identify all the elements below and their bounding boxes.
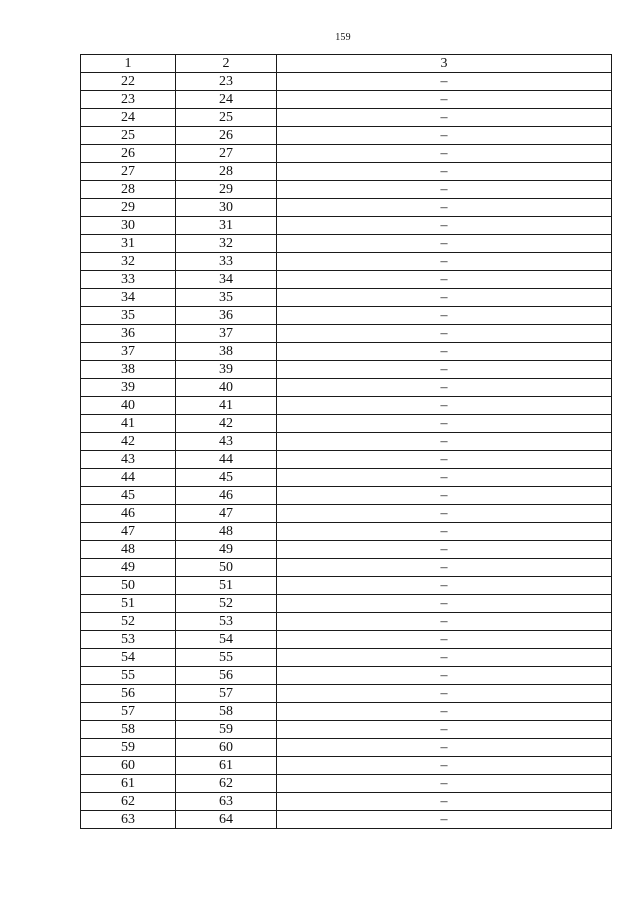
table-cell-col-1: 51	[81, 595, 176, 613]
table-row	[81, 91, 612, 109]
table-cell-col-3: –	[277, 109, 612, 127]
table-cell-col-3: –	[277, 541, 612, 559]
table-cell-col-1: 42	[81, 433, 176, 451]
table-cell-col-1: 29	[81, 199, 176, 217]
table-cell-col-1: 62	[81, 793, 176, 811]
table-cell-col-2: 56	[176, 667, 277, 685]
table-cell-col-3: –	[277, 667, 612, 685]
table-cell-col-1: 25	[81, 127, 176, 145]
table-cell-col-2: 25	[176, 109, 277, 127]
table-cell-col-2: 39	[176, 361, 277, 379]
table-cell-col-3: –	[277, 487, 612, 505]
table-cell-col-1: 59	[81, 739, 176, 757]
table-body	[81, 73, 612, 829]
table-cell-col-1: 44	[81, 469, 176, 487]
table-row	[81, 469, 612, 487]
page-number: 159	[335, 32, 351, 43]
table-cell-col-2: 41	[176, 397, 277, 415]
table-cell-col-2: 29	[176, 181, 277, 199]
table-row	[81, 559, 612, 577]
table-cell-col-2: 43	[176, 433, 277, 451]
table-cell-col-1: 47	[81, 523, 176, 541]
table-row	[81, 127, 612, 145]
table-cell-col-3: –	[277, 271, 612, 289]
table-cell-col-3: –	[277, 505, 612, 523]
table-cell-col-1: 30	[81, 217, 176, 235]
table-cell-col-2: 48	[176, 523, 277, 541]
table-cell-col-2: 55	[176, 649, 277, 667]
table-cell-col-3: –	[277, 811, 612, 829]
table-cell-col-1: 41	[81, 415, 176, 433]
table-row	[81, 505, 612, 523]
table-cell-col-2: 60	[176, 739, 277, 757]
table-cell-col-1: 39	[81, 379, 176, 397]
table-cell-col-2: 53	[176, 613, 277, 631]
table-row	[81, 325, 612, 343]
table-row	[81, 739, 612, 757]
table-cell-col-3: –	[277, 361, 612, 379]
table-cell-col-1: 45	[81, 487, 176, 505]
table-cell-col-1: 23	[81, 91, 176, 109]
table-row	[81, 667, 612, 685]
table-row	[81, 379, 612, 397]
table-cell-col-3: –	[277, 145, 612, 163]
table-cell-col-1: 52	[81, 613, 176, 631]
table-cell-col-3: –	[277, 217, 612, 235]
table-cell-col-1: 48	[81, 541, 176, 559]
table-cell-col-2: 45	[176, 469, 277, 487]
table-cell-col-3: –	[277, 613, 612, 631]
table-cell-col-2: 23	[176, 73, 277, 91]
table-cell-col-3: –	[277, 739, 612, 757]
table-cell-col-3: –	[277, 793, 612, 811]
table-row	[81, 703, 612, 721]
table-cell-col-2: 46	[176, 487, 277, 505]
table-cell-col-2: 63	[176, 793, 277, 811]
table-cell-col-1: 53	[81, 631, 176, 649]
table-row	[81, 289, 612, 307]
table-cell-col-2: 33	[176, 253, 277, 271]
data-table	[80, 54, 612, 829]
table-row	[81, 685, 612, 703]
table-cell-col-2: 24	[176, 91, 277, 109]
table-cell-col-3: –	[277, 775, 612, 793]
table-cell-col-1: 35	[81, 307, 176, 325]
column-header-1: 1	[81, 55, 176, 73]
table-cell-col-2: 32	[176, 235, 277, 253]
table-row	[81, 523, 612, 541]
table-cell-col-3: –	[277, 595, 612, 613]
table-cell-col-1: 27	[81, 163, 176, 181]
table-cell-col-2: 62	[176, 775, 277, 793]
table-cell-col-2: 64	[176, 811, 277, 829]
table-cell-col-3: –	[277, 451, 612, 469]
table-header	[81, 55, 612, 73]
table-row	[81, 631, 612, 649]
table-cell-col-1: 54	[81, 649, 176, 667]
column-header-2: 2	[176, 55, 277, 73]
table-row	[81, 613, 612, 631]
column-header-3: 3	[277, 55, 612, 73]
table-cell-col-3: –	[277, 721, 612, 739]
table-row	[81, 721, 612, 739]
table-cell-col-1: 34	[81, 289, 176, 307]
table-cell-col-1: 63	[81, 811, 176, 829]
table-cell-col-2: 57	[176, 685, 277, 703]
table-cell-col-2: 58	[176, 703, 277, 721]
table-cell-col-2: 26	[176, 127, 277, 145]
table-cell-col-3: –	[277, 127, 612, 145]
table-cell-col-3: –	[277, 649, 612, 667]
table-row	[81, 361, 612, 379]
table-cell-col-3: –	[277, 91, 612, 109]
table-row	[81, 181, 612, 199]
table-row	[81, 253, 612, 271]
table-cell-col-3: –	[277, 415, 612, 433]
table-cell-col-3: –	[277, 253, 612, 271]
table-row	[81, 109, 612, 127]
table-cell-col-2: 42	[176, 415, 277, 433]
table-cell-col-1: 24	[81, 109, 176, 127]
table-row	[81, 811, 612, 829]
table-cell-col-1: 57	[81, 703, 176, 721]
table-cell-col-2: 52	[176, 595, 277, 613]
table-row	[81, 451, 612, 469]
table-cell-col-3: –	[277, 523, 612, 541]
table-cell-col-1: 61	[81, 775, 176, 793]
table-row	[81, 793, 612, 811]
table-cell-col-3: –	[277, 631, 612, 649]
table-cell-col-2: 38	[176, 343, 277, 361]
table-cell-col-1: 43	[81, 451, 176, 469]
table-row	[81, 73, 612, 91]
table-cell-col-1: 40	[81, 397, 176, 415]
table-cell-col-2: 36	[176, 307, 277, 325]
table-cell-col-2: 27	[176, 145, 277, 163]
table-row	[81, 595, 612, 613]
table-cell-col-3: –	[277, 181, 612, 199]
table-cell-col-2: 37	[176, 325, 277, 343]
table-row	[81, 199, 612, 217]
table-cell-col-2: 61	[176, 757, 277, 775]
table-cell-col-1: 56	[81, 685, 176, 703]
header-row	[81, 55, 612, 73]
table-cell-col-3: –	[277, 433, 612, 451]
table-row	[81, 577, 612, 595]
table-cell-col-3: –	[277, 757, 612, 775]
table-row	[81, 235, 612, 253]
table-row	[81, 343, 612, 361]
table-row	[81, 397, 612, 415]
table-row	[81, 415, 612, 433]
table-row	[81, 433, 612, 451]
table-cell-col-3: –	[277, 379, 612, 397]
table-cell-col-3: –	[277, 469, 612, 487]
table-cell-col-3: –	[277, 577, 612, 595]
table-cell-col-1: 33	[81, 271, 176, 289]
table-cell-col-3: –	[277, 325, 612, 343]
table-row	[81, 307, 612, 325]
table-cell-col-3: –	[277, 235, 612, 253]
table-cell-col-1: 22	[81, 73, 176, 91]
table-cell-col-3: –	[277, 199, 612, 217]
table-cell-col-3: –	[277, 559, 612, 577]
table-cell-col-1: 49	[81, 559, 176, 577]
table-cell-col-3: –	[277, 343, 612, 361]
table-cell-col-1: 38	[81, 361, 176, 379]
table-cell-col-2: 35	[176, 289, 277, 307]
table-row	[81, 541, 612, 559]
table-cell-col-3: –	[277, 289, 612, 307]
table-cell-col-1: 60	[81, 757, 176, 775]
table-row	[81, 217, 612, 235]
table-cell-col-2: 49	[176, 541, 277, 559]
table-cell-col-2: 54	[176, 631, 277, 649]
table-row	[81, 271, 612, 289]
table-cell-col-2: 50	[176, 559, 277, 577]
table-cell-col-1: 28	[81, 181, 176, 199]
table-cell-col-1: 46	[81, 505, 176, 523]
table-cell-col-1: 32	[81, 253, 176, 271]
table-cell-col-2: 40	[176, 379, 277, 397]
table-cell-col-2: 30	[176, 199, 277, 217]
table-row	[81, 649, 612, 667]
table-row	[81, 757, 612, 775]
table-cell-col-1: 36	[81, 325, 176, 343]
table-cell-col-3: –	[277, 307, 612, 325]
table-cell-col-1: 37	[81, 343, 176, 361]
table-cell-col-2: 47	[176, 505, 277, 523]
table-cell-col-2: 28	[176, 163, 277, 181]
table-cell-col-1: 31	[81, 235, 176, 253]
table-cell-col-2: 59	[176, 721, 277, 739]
table-cell-col-1: 50	[81, 577, 176, 595]
table-cell-col-1: 58	[81, 721, 176, 739]
table-cell-col-2: 44	[176, 451, 277, 469]
table-cell-col-3: –	[277, 703, 612, 721]
table-row	[81, 163, 612, 181]
table-cell-col-1: 26	[81, 145, 176, 163]
table-cell-col-2: 31	[176, 217, 277, 235]
table-cell-col-1: 55	[81, 667, 176, 685]
table-row	[81, 145, 612, 163]
table-cell-col-3: –	[277, 685, 612, 703]
table-cell-col-3: –	[277, 73, 612, 91]
table-cell-col-3: –	[277, 397, 612, 415]
table-row	[81, 487, 612, 505]
table-row	[81, 775, 612, 793]
table-cell-col-3: –	[277, 163, 612, 181]
table-cell-col-2: 51	[176, 577, 277, 595]
table-cell-col-2: 34	[176, 271, 277, 289]
